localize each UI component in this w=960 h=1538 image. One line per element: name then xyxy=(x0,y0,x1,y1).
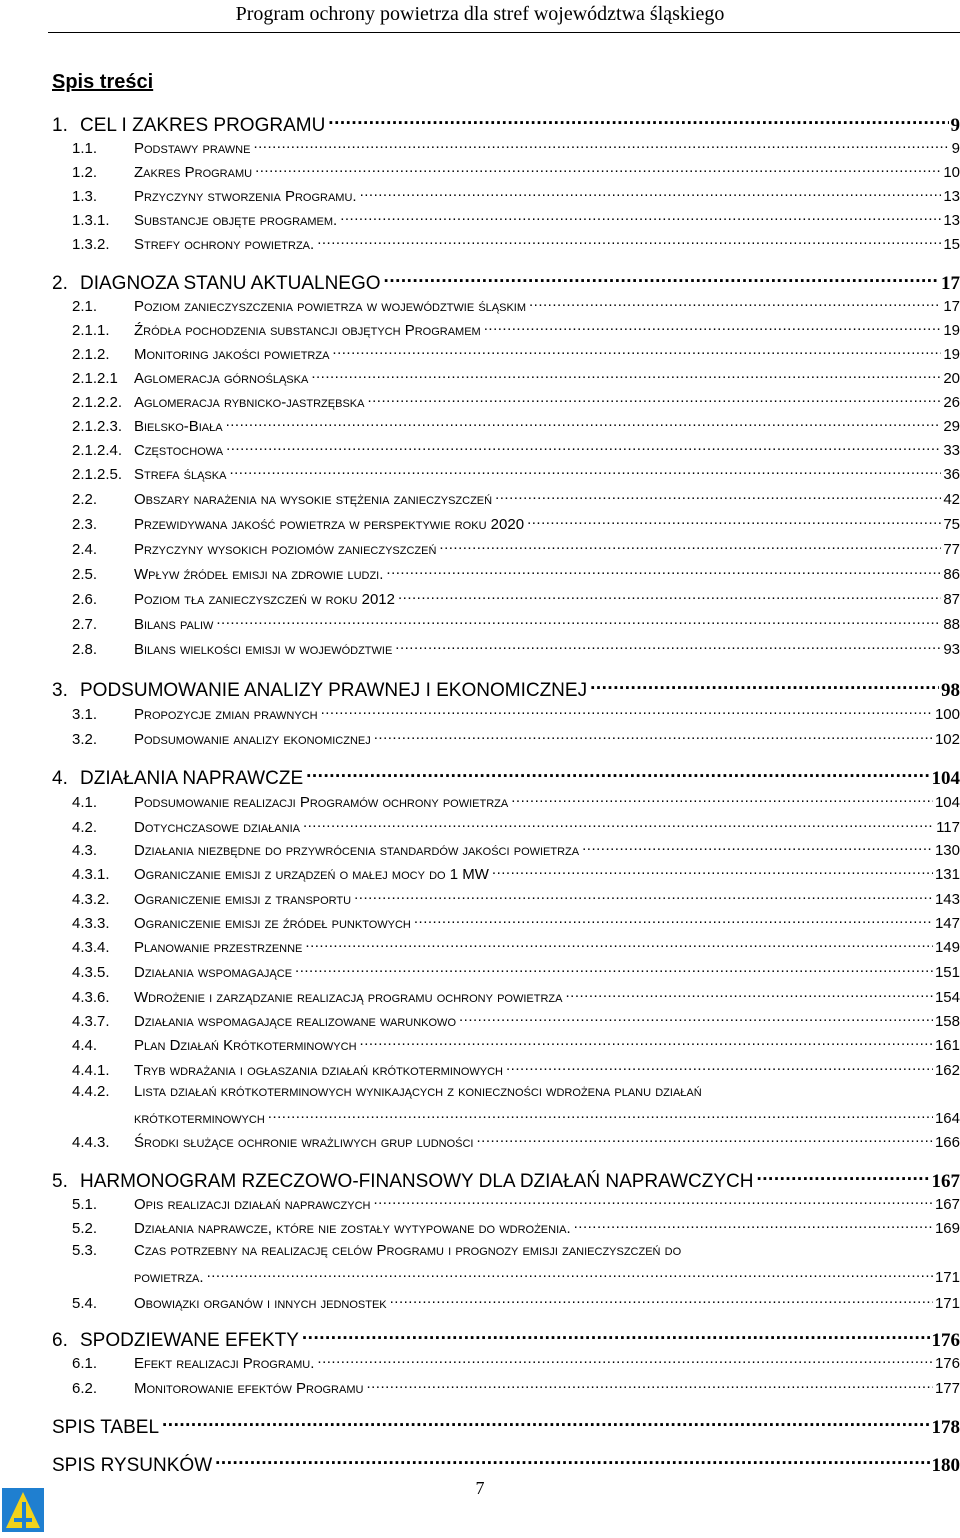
toc-leader-dots xyxy=(306,763,929,784)
toc-leader-dots xyxy=(216,612,941,629)
toc-page-number: 10 xyxy=(943,163,960,181)
toc-page-number: 75 xyxy=(943,515,960,533)
toc-entry-number: 2.1. xyxy=(72,297,98,315)
toc-entry-number: 1.3. xyxy=(72,187,98,205)
toc-page-number: 20 xyxy=(943,369,960,387)
toc-entry[interactable] xyxy=(0,342,960,364)
company-logo-icon xyxy=(2,1488,44,1532)
toc-entry-number: 2.3. xyxy=(72,515,98,533)
toc-page-number: 171 xyxy=(934,1268,960,1286)
toc-page-number: 167 xyxy=(931,1170,960,1192)
toc-chapter-entry[interactable] xyxy=(0,1325,960,1353)
toc-entry-number: 2.8. xyxy=(72,640,98,658)
toc-entry-number: 4. xyxy=(52,767,68,789)
toc-entry-title: Wpływ źródeł emisji na zdrowie ludzi. xyxy=(134,565,384,583)
toc-entry-title: HARMONOGRAM RZECZOWO-FINANSOWY DLA DZIAŁAŃ NAPRAWCZYCH xyxy=(80,1170,754,1192)
toc-entry-title: SPIS RYSUNKÓW xyxy=(52,1454,213,1476)
toc-entry[interactable] xyxy=(0,390,960,412)
toc-page-number: 88 xyxy=(943,615,960,633)
toc-leader-dots xyxy=(295,960,933,977)
toc-entry-title: Przyczyny stworzenia Programu. xyxy=(134,187,357,205)
toc-entry[interactable] xyxy=(0,727,960,749)
toc-entry[interactable] xyxy=(0,887,960,909)
toc-entry-title: Działania wspomagające realizowane warunkowo xyxy=(134,1012,456,1030)
toc-entry-title: Działania naprawcze, które nie zostały wytypowane do wdrożenia. xyxy=(134,1219,571,1237)
toc-entry-title-continued: krótkoterminowych xyxy=(134,1109,265,1127)
toc-entry-number: 1.3.1. xyxy=(72,211,110,229)
toc-entry-title: DIAGNOZA STANU AKTUALNEGO xyxy=(80,272,381,294)
toc-entry-number: 2.1.2.2. xyxy=(72,393,123,411)
toc-entry-title: Substancje objęte programem. xyxy=(134,211,338,229)
toc-page-number: 161 xyxy=(934,1036,960,1054)
toc-leader-dots xyxy=(506,1058,933,1075)
toc-entry[interactable] xyxy=(0,208,960,230)
toc-page-number: 164 xyxy=(934,1109,960,1127)
toc-leader-dots xyxy=(360,184,942,201)
toc-entry[interactable] xyxy=(0,414,960,436)
toc-page-number: 33 xyxy=(943,441,960,459)
toc-entry-number: 3.2. xyxy=(72,730,98,748)
toc-entry-continuation[interactable] xyxy=(0,1265,960,1287)
toc-leader-dots xyxy=(303,815,934,832)
toc-entry-title: Częstochowa xyxy=(134,441,224,459)
toc-page-number: 166 xyxy=(934,1133,960,1151)
toc-page-number: 19 xyxy=(943,321,960,339)
toc-page-number: 154 xyxy=(934,988,960,1006)
toc-chapter-entry[interactable] xyxy=(0,1412,960,1440)
toc-entry[interactable] xyxy=(0,1192,960,1214)
toc-entry-number: 4.4.3. xyxy=(72,1133,110,1151)
toc-entry-title: Dotychczasowe działania xyxy=(134,818,300,836)
toc-chapter-entry[interactable] xyxy=(0,110,960,138)
toc-page-number: 131 xyxy=(934,865,960,883)
toc-entry-title: Plan Działań Krótkoterminowych xyxy=(134,1036,357,1054)
toc-entry[interactable] xyxy=(0,637,960,659)
toc-entry-number: 1.1. xyxy=(72,139,98,157)
toc-entry-number: 2.6. xyxy=(72,590,98,608)
toc-chapter-entry[interactable] xyxy=(0,675,960,703)
toc-entry[interactable] xyxy=(0,318,960,340)
toc-entry[interactable] xyxy=(0,1009,960,1031)
toc-leader-dots xyxy=(354,887,933,904)
toc-page-number: 13 xyxy=(943,187,960,205)
toc-leader-dots xyxy=(373,1192,933,1209)
toc-entry-title: Czas potrzebny na realizację celów Programu i prognozy emisji zanieczyszczeń do xyxy=(134,1242,682,1259)
toc-entry-number: 2.1.2.3. xyxy=(72,417,123,435)
toc-entry[interactable] xyxy=(0,960,960,982)
toc-entry-number: 4.3.7. xyxy=(72,1012,110,1030)
toc-page-number: 29 xyxy=(943,417,960,435)
toc-page-number: 177 xyxy=(934,1379,960,1397)
toc-page-number: 180 xyxy=(931,1454,960,1476)
toc-leader-dots xyxy=(390,1291,933,1308)
toc-entry[interactable] xyxy=(0,790,960,812)
toc-page-number: 17 xyxy=(943,297,960,315)
toc-entry-title: Przyczyny wysokich poziomów zanieczyszczeń xyxy=(134,540,437,558)
toc-page-number: 26 xyxy=(943,393,960,411)
toc-leader-dots xyxy=(317,232,941,249)
toc-page-number: 149 xyxy=(934,938,960,956)
toc-entry-title: Ograniczanie emisji z urządzeń o małej mocy do 1 MW xyxy=(134,865,489,883)
toc-leader-dots xyxy=(226,414,942,431)
toc-entry[interactable] xyxy=(0,562,960,584)
toc-entry-number: 4.3.3. xyxy=(72,914,110,932)
toc-entry[interactable] xyxy=(0,487,960,509)
toc-page-number: 102 xyxy=(934,730,960,748)
toc-entry-title: Aglomeracja rybnicko-jastrzębska xyxy=(134,393,365,411)
toc-chapter-entry[interactable] xyxy=(0,1166,960,1194)
toc-entry-continuation[interactable] xyxy=(0,1106,960,1128)
toc-entry-number: 1. xyxy=(52,114,68,136)
toc-entry[interactable] xyxy=(0,985,960,1007)
toc-entry-number: 5.2. xyxy=(72,1219,98,1237)
toc-entry[interactable] xyxy=(0,184,960,206)
toc-entry[interactable] xyxy=(0,294,960,316)
toc-page-number: 117 xyxy=(936,818,960,836)
toc-entry-title: Środki służące ochronie wrażliwych grup ludności xyxy=(134,1133,474,1151)
toc-page-number: 169 xyxy=(934,1219,960,1237)
toc-entry-title: Bilans wielkości emisji w województwie xyxy=(134,640,393,658)
toc-page-number: 176 xyxy=(931,1329,960,1351)
toc-entry-title: Ograniczenie emisji ze źródeł punktowych xyxy=(134,914,411,932)
toc-entry-number: 4.4.2. xyxy=(72,1083,110,1100)
toc-entry[interactable] xyxy=(0,1241,960,1260)
toc-leader-dots xyxy=(305,935,933,952)
toc-entry-number: 2.7. xyxy=(72,615,98,633)
toc-page-number: 178 xyxy=(931,1416,960,1438)
toc-page-number: 9 xyxy=(951,139,960,157)
toc-entry[interactable] xyxy=(0,1033,960,1055)
toc-entry-number: 4.3.4. xyxy=(72,938,110,956)
toc-page-number: 104 xyxy=(931,767,960,789)
toc-entry-title: Podstawy prawne xyxy=(134,139,251,157)
toc-entry-number: 5. xyxy=(52,1170,68,1192)
toc-entry-number: 2.2. xyxy=(72,490,98,508)
toc-entry[interactable] xyxy=(0,1376,960,1398)
toc-entry-number: 5.4. xyxy=(72,1294,98,1312)
toc-leader-dots xyxy=(328,110,948,131)
toc-entry[interactable] xyxy=(0,366,960,388)
toc-entry-title: Lista działań krótkoterminowych wynikających z konieczności wdrożena planu działań xyxy=(134,1083,702,1100)
toc-entry-title: Efekt realizacji Programu. xyxy=(134,1354,315,1372)
toc-entry-number: 4.4. xyxy=(72,1036,98,1054)
toc-entry-title: Aglomeracja górnośląska xyxy=(134,369,309,387)
toc-entry-number: 4.3.6. xyxy=(72,988,110,1006)
toc-page-number: 104 xyxy=(934,793,960,811)
toc-entry[interactable] xyxy=(0,702,960,724)
toc-leader-dots xyxy=(374,727,933,744)
toc-entry-title-continued: powietrza. xyxy=(134,1268,204,1286)
toc-leader-dots xyxy=(439,537,941,554)
toc-leader-dots xyxy=(268,1106,933,1123)
toc-leader-dots xyxy=(207,1265,933,1282)
toc-entry-title: Działania niezbędne do przywrócenia standardów jakości powietrza xyxy=(134,841,580,859)
toc-leader-dots xyxy=(529,294,941,311)
toc-entry-number: 2.5. xyxy=(72,565,98,583)
toc-entry[interactable] xyxy=(0,438,960,460)
toc-entry-title: Poziom zanieczyszczenia powietrza w województwie śląskim xyxy=(134,297,527,315)
toc-page-number: 36 xyxy=(943,465,960,483)
toc-entry-title: Propozycje zmian prawnych xyxy=(134,705,318,723)
toc-page-number: 86 xyxy=(943,565,960,583)
toc-leader-dots xyxy=(302,1325,930,1346)
toc-entry-title: CEL I ZAKRES PROGRAMU xyxy=(80,114,326,136)
toc-leader-dots xyxy=(226,438,941,455)
toc-entry-title: Wdrożenie i zarządzanie realizacją programu ochrony powietrza xyxy=(134,988,563,1006)
toc-chapter-entry[interactable] xyxy=(0,763,960,791)
toc-entry[interactable] xyxy=(0,862,960,884)
toc-page-number: 98 xyxy=(941,679,960,701)
toc-leader-dots xyxy=(311,366,941,383)
toc-leader-dots xyxy=(162,1412,929,1433)
toc-entry-title: Źródła pochodzenia substancji objętych Programem xyxy=(134,321,481,339)
toc-entry-number: 4.4.1. xyxy=(72,1061,110,1079)
toc-page-number: 77 xyxy=(943,540,960,558)
toc-entry[interactable] xyxy=(0,935,960,957)
toc-entry-number: 2.1.2. xyxy=(72,345,110,363)
toc-entry[interactable] xyxy=(0,1082,960,1101)
toc-title: Spis treści xyxy=(52,71,154,93)
toc-entry-title: Działania wspomagające xyxy=(134,963,293,981)
toc-page-number: 19 xyxy=(943,345,960,363)
toc-entry-title: Podsumowanie analizy ekonomicznej xyxy=(134,730,371,748)
toc-page-number: 100 xyxy=(934,705,960,723)
toc-page-number: 151 xyxy=(934,963,960,981)
toc-leader-dots xyxy=(317,1351,933,1368)
toc-page-number: 42 xyxy=(943,490,960,508)
toc-entry-title: Obszary narażenia na wysokie stężenia zanieczyszczeń xyxy=(134,490,493,508)
toc-leader-dots xyxy=(459,1009,933,1026)
toc-entry-number: 4.3.2. xyxy=(72,890,110,908)
toc-entry-title: Monitorowanie efektów Programu xyxy=(134,1379,364,1397)
toc-entry-title: Strefy ochrony powietrza. xyxy=(134,235,315,253)
toc-entry[interactable] xyxy=(0,136,960,158)
toc-entry-number: 4.1. xyxy=(72,793,98,811)
toc-entry[interactable] xyxy=(0,838,960,860)
toc-entry-title: Monitoring jakości powietrza xyxy=(134,345,330,363)
toc-entry-number: 4.3.5. xyxy=(72,963,110,981)
toc-entry-number: 5.1. xyxy=(72,1195,98,1213)
toc-entry-title: Ograniczenie emisji z transportu xyxy=(134,890,352,908)
toc-leader-dots xyxy=(384,268,939,289)
toc-entry-title: Strefa śląska xyxy=(134,465,227,483)
toc-page-number: 167 xyxy=(934,1195,960,1213)
toc-entry-title: Zakres Programu xyxy=(134,163,253,181)
toc-leader-dots xyxy=(484,318,942,335)
toc-entry-number: 6.1. xyxy=(72,1354,98,1372)
toc-entry[interactable] xyxy=(0,1058,960,1080)
toc-leader-dots xyxy=(229,462,941,479)
toc-entry-title: DZIAŁANIA NAPRAWCZE xyxy=(80,767,304,789)
toc-entry[interactable] xyxy=(0,512,960,534)
toc-entry-number: 5.3. xyxy=(72,1242,98,1259)
toc-entry-title: Obowiązki organów i innych jednostek xyxy=(134,1294,387,1312)
toc-page-number: 130 xyxy=(934,841,960,859)
toc-entry-number: 1.2. xyxy=(72,163,98,181)
toc-chapter-entry[interactable] xyxy=(0,268,960,296)
toc-leader-dots xyxy=(511,790,933,807)
toc-entry-number: 4.3. xyxy=(72,841,98,859)
toc-entry[interactable] xyxy=(0,1351,960,1373)
toc-leader-dots xyxy=(215,1450,929,1471)
toc-leader-dots xyxy=(367,390,941,407)
toc-entry-title: Tryb wdrażania i ogłaszania działań krótkoterminowych xyxy=(134,1061,504,1079)
toc-page-number: 147 xyxy=(934,914,960,932)
toc-leader-dots xyxy=(565,985,932,1002)
toc-page-number: 15 xyxy=(943,235,960,253)
running-header: Program ochrony powietrza dla stref województwa śląskiego xyxy=(235,3,725,25)
toc-leader-dots xyxy=(582,838,933,855)
toc-entry-number: 2.1.2.1 xyxy=(72,369,118,387)
toc-entry-title: Poziom tła zanieczyszczeń w roku 2012 xyxy=(134,590,395,608)
toc-leader-dots xyxy=(321,702,933,719)
toc-leader-dots xyxy=(255,160,941,177)
toc-leader-dots xyxy=(574,1216,933,1233)
toc-entry-number: 3.1. xyxy=(72,705,98,723)
toc-entry[interactable] xyxy=(0,612,960,634)
toc-leader-dots xyxy=(590,675,939,696)
toc-page-number: 143 xyxy=(934,890,960,908)
toc-entry-number: 1.3.2. xyxy=(72,235,110,253)
toc-leader-dots xyxy=(360,1033,933,1050)
toc-entry-title: SPODZIEWANE EFEKTY xyxy=(80,1329,299,1351)
toc-entry-title: Opis realizacji działań naprawczych xyxy=(134,1195,371,1213)
toc-entry[interactable] xyxy=(0,462,960,484)
toc-entry-number: 4.3.1. xyxy=(72,865,110,883)
toc-page-number: 171 xyxy=(934,1294,960,1312)
toc-leader-dots xyxy=(398,587,941,604)
toc-entry[interactable] xyxy=(0,815,960,837)
toc-entry[interactable] xyxy=(0,1216,960,1238)
toc-entry-number: 2.4. xyxy=(72,540,98,558)
toc-chapter-entry[interactable] xyxy=(0,1450,960,1478)
toc-entry-title: SPIS TABEL xyxy=(52,1416,160,1438)
toc-entry-title: PODSUMOWANIE ANALIZY PRAWNEJ I EKONOMICZNEJ xyxy=(80,679,588,701)
toc-leader-dots xyxy=(340,208,941,225)
toc-entry-title: Podsumowanie realizacji Programów ochrony powietrza xyxy=(134,793,509,811)
toc-page-number: 93 xyxy=(943,640,960,658)
toc-entry[interactable] xyxy=(0,587,960,609)
toc-leader-dots xyxy=(527,512,941,529)
toc-page-number: 9 xyxy=(950,114,960,136)
toc-leader-dots xyxy=(495,487,941,504)
toc-entry-number: 3. xyxy=(52,679,68,701)
toc-page-number: 162 xyxy=(934,1061,960,1079)
toc-entry[interactable] xyxy=(0,537,960,559)
toc-entry-title: Przewidywana jakość powietrza w perspektywie roku 2020 xyxy=(134,515,525,533)
toc-entry-number: 6.2. xyxy=(72,1379,98,1397)
toc-leader-dots xyxy=(395,637,941,654)
toc-leader-dots xyxy=(332,342,941,359)
toc-entry[interactable] xyxy=(0,160,960,182)
toc-leader-dots xyxy=(414,911,933,928)
toc-entry[interactable] xyxy=(0,1130,960,1152)
toc-page-number: 87 xyxy=(943,590,960,608)
toc-entry[interactable] xyxy=(0,1291,960,1313)
toc-leader-dots xyxy=(386,562,941,579)
toc-leader-dots xyxy=(476,1130,932,1147)
toc-entry-title: Planowanie przestrzenne xyxy=(134,938,303,956)
toc-entry-number: 2.1.1. xyxy=(72,321,110,339)
toc-leader-dots xyxy=(492,862,933,879)
toc-entry-number: 2.1.2.4. xyxy=(72,441,123,459)
toc-leader-dots xyxy=(366,1376,933,1393)
toc-entry-number: 6. xyxy=(52,1329,68,1351)
toc-page-number: 176 xyxy=(934,1354,960,1372)
toc-entry-number: 2.1.2.5. xyxy=(72,465,123,483)
toc-leader-dots xyxy=(756,1166,929,1187)
toc-page-number: 158 xyxy=(934,1012,960,1030)
toc-entry[interactable] xyxy=(0,911,960,933)
toc-entry-title: Bilans paliw xyxy=(134,615,214,633)
toc-entry-number: 4.2. xyxy=(72,818,98,836)
toc-entry-title: Bielsko-Biała xyxy=(134,417,223,435)
toc-page-number: 13 xyxy=(943,211,960,229)
toc-leader-dots xyxy=(253,136,949,153)
toc-entry-number: 2. xyxy=(52,272,68,294)
page-number: 7 xyxy=(475,1478,485,1498)
toc-entry[interactable] xyxy=(0,232,960,254)
toc-page-number: 17 xyxy=(941,272,960,294)
